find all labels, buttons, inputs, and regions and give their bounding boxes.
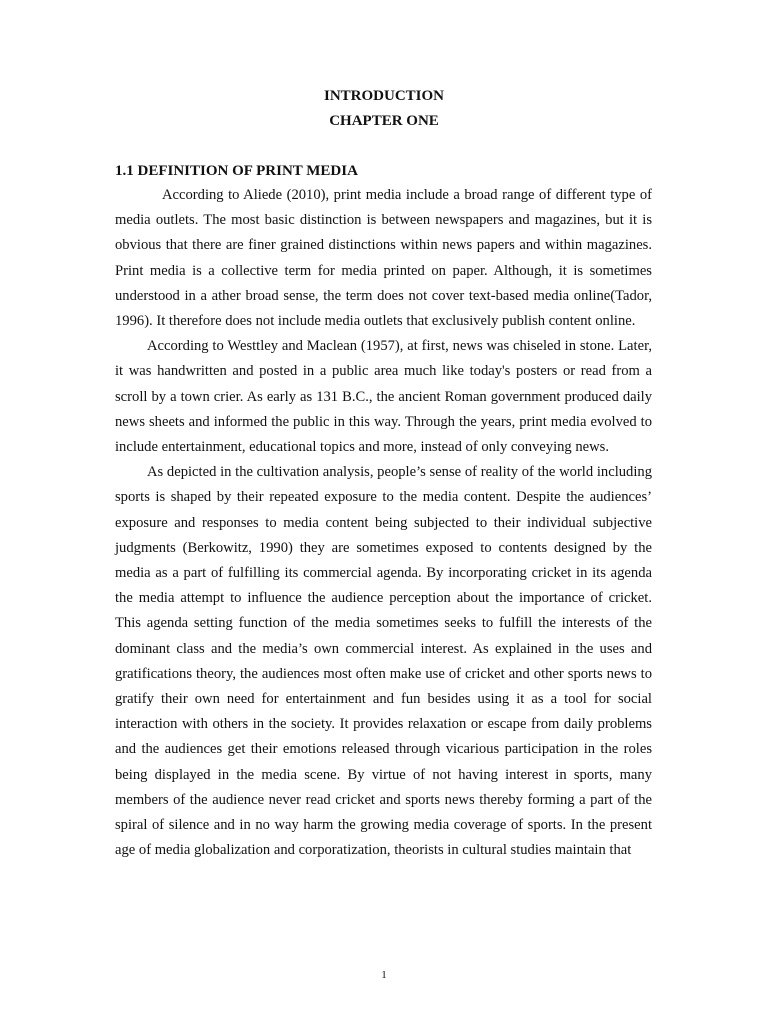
page-heading: INTRODUCTION <box>323 88 444 104</box>
body-text <box>115 183 652 863</box>
page-number: 1 <box>381 969 387 981</box>
paragraph: According to Westtley and Maclean (1957), at first, news was chiseled in stone. Later, it was handwritten and posted in a public area much like today's posters or read from a scroll by a town crier. As early as 131 B.C., the ancient Roman government produced daily news sheets and informed the public in this way. Through the years, print media evolved to include entertainment, educational topics and more, instead of only conveying news. <box>115 338 652 456</box>
chapter-title: CHAPTER ONE <box>329 113 439 129</box>
paragraph: As depicted in the cultivation analysis, people’s sense of reality of the world including sports is shaped by their repeated exposure to the media content. Despite the audiences’ exposure and responses to media content being subjected to their individual subjective judgments (Berkowitz, 1990) they are sometimes exposed to contents designed by the media as a part of fulfilling its commercial agenda. By incorporating cricket in its agenda the media attempt to influence the audience perception about the importance of cricket. This agenda setting function of the media sometimes seeks to fulfill the interests of the dominant class and the media’s own commercial interest. As explained in the uses and gratifications theory, the audiences most often make use of cricket and other sports news to gratify their own need for entertainment and fun besides using it as a tool for social interaction with others in the society. It provides relaxation or escape from daily problems and the audiences get their emotions released through vicarious participation in the roles being displayed in the media scene. By virtue of not having interest in sports, many members of the audience never read cricket and sports news thereby forming a part of the spiral of silence and in no way harm the growing media coverage of sports. In the present age of media globalization and corporatization, theorists in cultural studies maintain that <box>115 464 652 859</box>
paragraph: According to Aliede (2010), print media include a broad range of different type of media outlets. The most basic distinction is between newspapers and magazines, but it is obvious that there are finer grained distinctions within news papers and within magazines. Print media is a collective term for media printed on paper. Although, it is sometimes understood in a ather broad sense, the term does not cover text-based media online(Tador, 1996). It therefore does not include media outlets that exclusively publish content online. <box>115 187 652 330</box>
section-title: 1.1 DEFINITION OF PRINT MEDIA <box>115 163 358 179</box>
